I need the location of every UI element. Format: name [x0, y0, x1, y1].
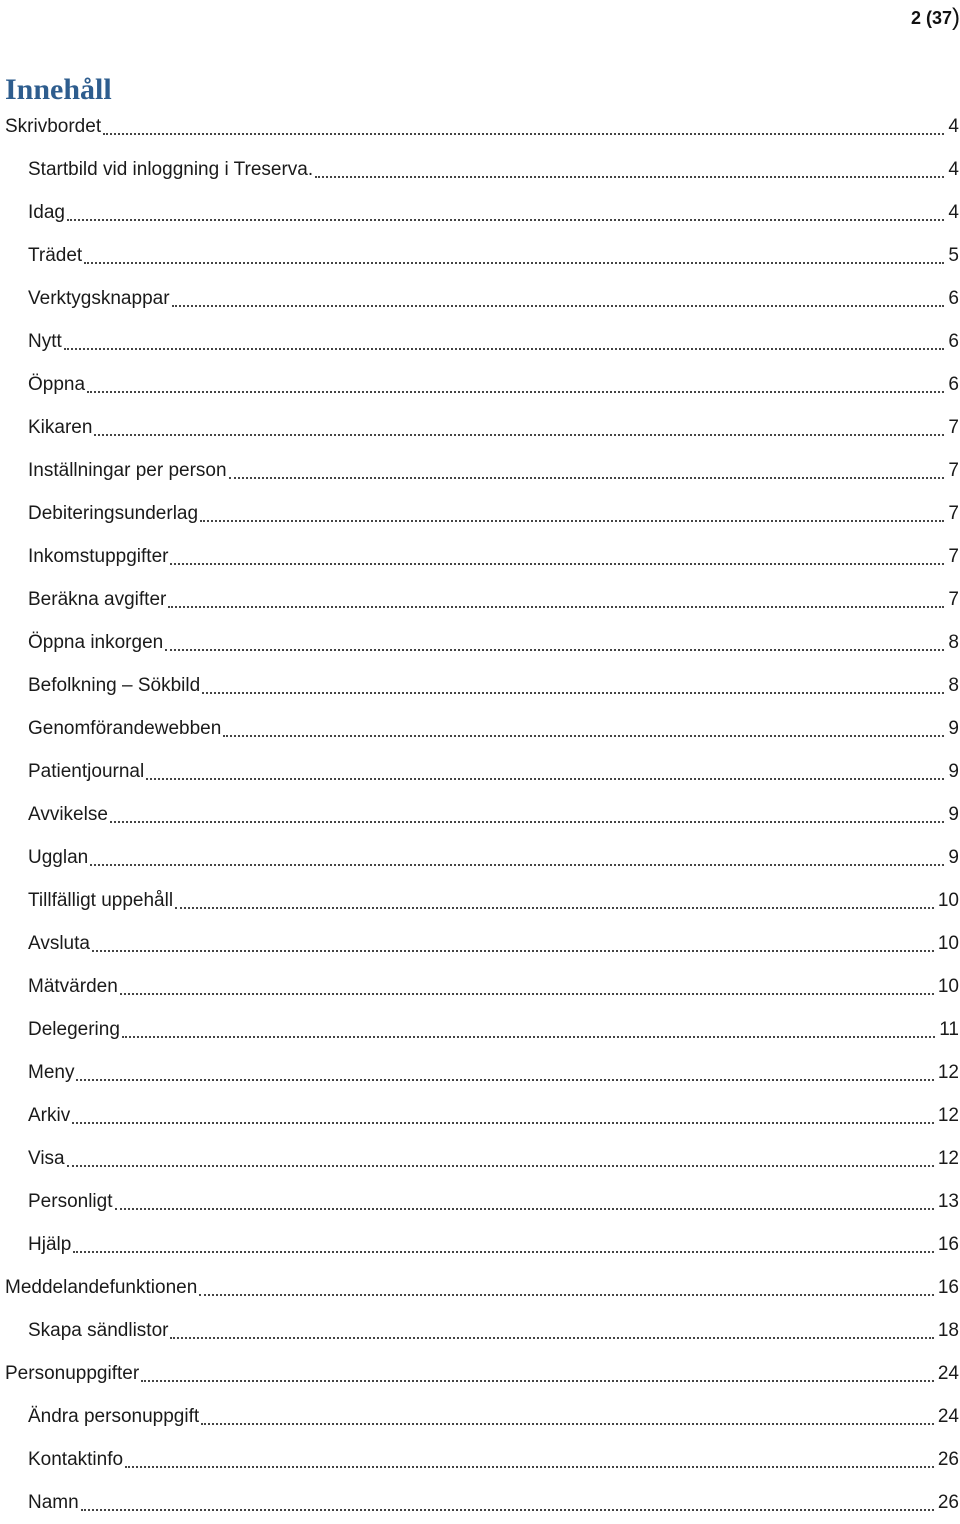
- toc-entry[interactable]: [0, 578, 960, 621]
- toc-entry-page: 7: [948, 546, 959, 567]
- toc-entry-page: 16: [937, 1277, 959, 1298]
- toc-entry[interactable]: [0, 621, 960, 664]
- toc-entry[interactable]: [0, 406, 960, 449]
- toc-entry-page: 12: [937, 1062, 959, 1083]
- toc-entry[interactable]: [0, 922, 960, 965]
- toc-dot-leader: [76, 1051, 933, 1094]
- toc-dot-leader: [315, 148, 944, 191]
- toc-entry[interactable]: [0, 1352, 960, 1395]
- toc-entry[interactable]: [0, 277, 960, 320]
- toc-dot-leader: [165, 621, 944, 664]
- toc-dot-leader: [73, 1223, 934, 1266]
- toc-entry-title: Öppna: [28, 374, 86, 395]
- toc-entry-title: Befolkning – Sökbild: [28, 675, 201, 696]
- toc-dot-leader: [223, 707, 944, 750]
- toc-entry-title: Genomförandewebben: [28, 718, 222, 739]
- toc-entry-page: 9: [948, 718, 959, 739]
- toc-entry-page: 10: [937, 976, 959, 997]
- page-number-text: 2 (37: [910, 8, 952, 28]
- toc-entry-title: Beräkna avgifter: [28, 589, 167, 610]
- toc-dot-leader: [120, 965, 934, 1008]
- toc-entry-page: 26: [937, 1492, 959, 1513]
- toc-entry-page: 6: [948, 331, 959, 352]
- toc-entry-title: Öppna inkorgen: [28, 632, 164, 653]
- toc-entry[interactable]: [0, 105, 960, 148]
- toc-dot-leader: [103, 105, 944, 148]
- toc-dot-leader: [172, 277, 945, 320]
- toc-entry[interactable]: [0, 707, 960, 750]
- toc-entry[interactable]: [0, 1395, 960, 1438]
- toc-entry-page: 4: [948, 159, 959, 180]
- toc-entry[interactable]: [0, 879, 960, 922]
- toc-entry-page: 26: [937, 1449, 959, 1470]
- toc-entry-page: 8: [948, 675, 959, 696]
- toc-entry-page: 9: [948, 804, 959, 825]
- toc-entry[interactable]: [0, 1094, 960, 1137]
- toc-entry-page: 7: [948, 460, 959, 481]
- toc-dot-leader: [170, 1309, 933, 1352]
- toc-entry-title: Skapa sändlistor: [28, 1320, 169, 1341]
- toc-dot-leader: [72, 1094, 934, 1137]
- toc-dot-leader: [200, 492, 944, 535]
- page-number: [911, 3, 960, 31]
- toc-entry[interactable]: [0, 664, 960, 707]
- toc-entry-page: 6: [948, 288, 959, 309]
- toc-entry-page: 4: [948, 202, 959, 223]
- toc-entry-title: Inkomstuppgifter: [28, 546, 169, 567]
- toc-entry-title: Startbild vid inloggning i Treserva.: [28, 159, 314, 180]
- toc-entry-page: 7: [948, 417, 959, 438]
- toc-entry-title: Mätvärden: [28, 976, 118, 997]
- toc-dot-leader: [84, 234, 944, 277]
- toc-entry-title: Kontaktinfo: [28, 1449, 124, 1470]
- toc-entry-title: Ändra personuppgift: [28, 1406, 200, 1427]
- toc-dot-leader: [115, 1180, 934, 1223]
- toc-entry-title: Nytt: [28, 331, 62, 352]
- toc-entry[interactable]: [0, 492, 960, 535]
- toc-entry[interactable]: [0, 1481, 960, 1524]
- toc-entry-page: 7: [948, 589, 959, 610]
- toc-entry-page: 16: [937, 1234, 959, 1255]
- toc-dot-leader: [168, 578, 944, 621]
- toc-entry-page: 12: [937, 1148, 959, 1169]
- toc-entry-page: 4: [948, 116, 959, 137]
- toc-entry-title: Idag: [28, 202, 65, 223]
- toc-entry-title: Hjälp: [28, 1234, 72, 1255]
- toc-dot-leader: [201, 1395, 934, 1438]
- toc-entry-page: 7: [948, 503, 959, 524]
- toc-dot-leader: [125, 1438, 934, 1481]
- table-of-contents: [0, 105, 960, 1524]
- toc-entry-title: Arkiv: [28, 1105, 71, 1126]
- toc-entry[interactable]: [0, 191, 960, 234]
- toc-entry[interactable]: [0, 750, 960, 793]
- toc-entry[interactable]: [0, 1266, 960, 1309]
- toc-dot-leader: [110, 793, 945, 836]
- toc-entry-title: Debiteringsunderlag: [28, 503, 199, 524]
- toc-dot-leader: [229, 449, 945, 492]
- toc-entry-page: 24: [937, 1406, 959, 1427]
- toc-heading: Innehåll: [5, 73, 112, 106]
- toc-entry[interactable]: [0, 1438, 960, 1481]
- toc-entry[interactable]: [0, 363, 960, 406]
- toc-entry-title: Personligt: [28, 1191, 113, 1212]
- toc-entry[interactable]: [0, 965, 960, 1008]
- toc-dot-leader: [141, 1352, 934, 1395]
- toc-dot-leader: [122, 1008, 935, 1051]
- toc-entry[interactable]: [0, 1309, 960, 1352]
- toc-entry-page: 9: [948, 847, 959, 868]
- toc-entry-page: 11: [939, 1019, 959, 1040]
- toc-dot-leader: [67, 1137, 934, 1180]
- toc-entry-page: 13: [937, 1191, 959, 1212]
- toc-dot-leader: [175, 879, 934, 922]
- toc-entry-title: Patientjournal: [28, 761, 145, 782]
- toc-entry[interactable]: [0, 449, 960, 492]
- toc-entry-title: Ugglan: [28, 847, 89, 868]
- toc-entry-title: Avsluta: [28, 933, 90, 954]
- toc-entry[interactable]: [0, 836, 960, 879]
- toc-dot-leader: [81, 1481, 934, 1524]
- toc-entry-title: Meddelandefunktionen: [5, 1277, 198, 1298]
- toc-entry-page: 10: [937, 890, 959, 911]
- toc-dot-leader: [146, 750, 944, 793]
- toc-entry-title: Delegering: [28, 1019, 120, 1040]
- toc-entry[interactable]: [0, 1180, 960, 1223]
- toc-dot-leader: [92, 922, 934, 965]
- toc-entry-page: 8: [948, 632, 959, 653]
- toc-dot-leader: [199, 1266, 934, 1309]
- toc-dot-leader: [94, 406, 944, 449]
- toc-dot-leader: [87, 363, 944, 406]
- toc-entry[interactable]: [0, 320, 960, 363]
- toc-entry-title: Inställningar per person: [28, 460, 227, 481]
- toc-entry[interactable]: [0, 535, 960, 578]
- toc-entry-title: Avvikelse: [28, 804, 108, 825]
- toc-entry-title: Trädet: [28, 245, 83, 266]
- toc-entry[interactable]: [0, 1223, 960, 1266]
- toc-entry-title: Personuppgifter: [5, 1363, 140, 1384]
- toc-entry-title: Namn: [28, 1492, 79, 1513]
- toc-entry-title: Meny: [28, 1062, 75, 1083]
- toc-entry[interactable]: [0, 234, 960, 277]
- toc-dot-leader: [67, 191, 944, 234]
- toc-entry-title: Tillfälligt uppehåll: [28, 890, 174, 911]
- toc-dot-leader: [202, 664, 944, 707]
- toc-dot-leader: [90, 836, 944, 879]
- toc-entry-title: Kikaren: [28, 417, 93, 438]
- toc-entry-page: 18: [937, 1320, 959, 1341]
- toc-entry[interactable]: [0, 793, 960, 836]
- toc-entry-title: Verktygsknappar: [28, 288, 170, 309]
- toc-entry-page: 9: [948, 761, 959, 782]
- toc-entry-title: Visa: [28, 1148, 65, 1169]
- toc-entry[interactable]: [0, 1051, 960, 1094]
- toc-entry-page: 5: [948, 245, 959, 266]
- toc-entry-title: Skrivbordet: [5, 116, 102, 137]
- toc-entry[interactable]: [0, 148, 960, 191]
- toc-entry-page: 10: [937, 933, 959, 954]
- toc-dot-leader: [170, 535, 944, 578]
- toc-entry-page: 24: [937, 1363, 959, 1384]
- toc-entry-page: 6: [948, 374, 959, 395]
- toc-dot-leader: [64, 320, 945, 363]
- page-number-paren: ): [952, 4, 960, 31]
- toc-entry-page: 12: [937, 1105, 959, 1126]
- toc-entry[interactable]: [0, 1008, 960, 1051]
- toc-entry[interactable]: [0, 1137, 960, 1180]
